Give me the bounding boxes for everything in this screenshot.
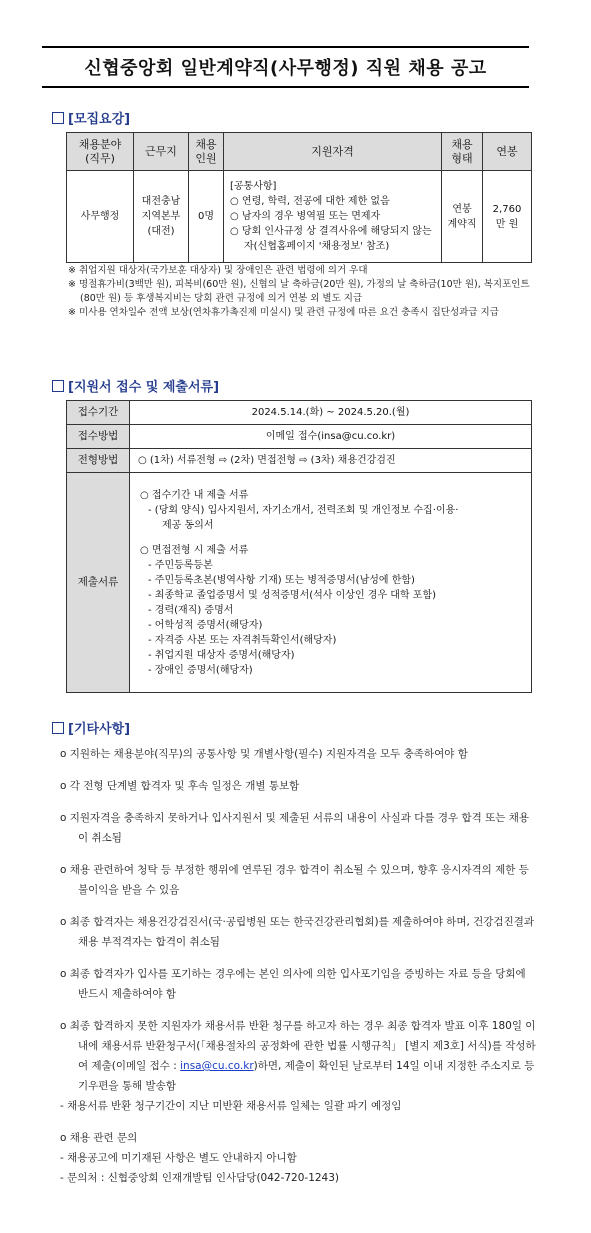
section-recruit-heading — [52, 108, 130, 127]
cell-salary: 2,760 만 원 — [483, 171, 532, 263]
header-location: 근무지 — [134, 133, 189, 171]
label-process: 전형방법 — [67, 449, 130, 473]
section-apply-label: [지원서 접수 및 제출서류] — [68, 380, 220, 395]
docs-item: - 최종학교 졸업증명서 및 성적증명서(석사 이상인 경우 대학 포함) — [148, 589, 437, 601]
docs-item: - 경력(재직) 증명서 — [148, 604, 234, 616]
header-field: 채용분야 (직무) — [67, 133, 134, 171]
docs-item: - (당회 양식) 입사지원서, 자기소개서, 전력조회 및 개인정보 수집·이용· — [148, 504, 459, 516]
docs-group2-head: ○ 면접전형 시 제출 서류 — [140, 544, 249, 556]
etc-item: o 지원하는 채용분야(직무)의 공통사항 및 개별사항(필수) 지원자격을 모두 충족하여야 함 — [60, 748, 468, 760]
docs-item: - 자격증 사본 또는 자격취득확인서(해당자) — [148, 634, 337, 646]
value-process: ○ (1차) 서류전형 ⇨ (2차) 면접전형 ⇨ (3차) 채용건강검진 — [130, 449, 532, 473]
docs-item: - 어학성적 증명서(해당자) — [148, 619, 263, 631]
docs-item: - 주민등록등본 — [148, 559, 213, 571]
etc-item: o 채용 관련하여 청탁 등 부정한 행위에 연루된 경우 합격이 취소될 수 있으며, 향후 응시자격의 제한 등 불이익을 받을 수 있음 — [60, 864, 529, 896]
docs-item: - 장애인 증명서(해당자) — [148, 664, 253, 676]
section-etc-label: [기타사항] — [68, 722, 131, 737]
etc-dash: - 채용공고에 미기재된 사항은 별도 안내하지 아니함 — [60, 1152, 297, 1164]
title-box — [42, 46, 529, 88]
note-item: ※ 취업지원 대상자(국가보훈 대상자) 및 장애인은 관련 법령에 의거 우대 — [68, 265, 368, 276]
qual-head: [공통사항] — [230, 181, 277, 192]
section-recruit-label: [모집요강] — [68, 112, 131, 127]
header-qualifications: 지원자격 — [224, 133, 442, 171]
cell-field: 사무행정 — [67, 171, 134, 263]
etc-return-text: o 최종 합격하지 못한 지원자가 채용서류 반환 청구를 하고자 하는 경우 최종 합격자 발표 이후 180일 이내에 채용서류 반환청구서(「채용절차의 공정화에 관한 법률 시행규칙」 [별지 제3호] 서식)를 작성하여 제출(이메일 접수 : — [60, 1020, 536, 1072]
value-docs — [130, 473, 532, 693]
checkbox-icon — [52, 722, 64, 734]
docs-item: - 취업지원 대상자 증명서(해당자) — [148, 649, 295, 661]
etc-item: o 채용 관련 문의 — [60, 1132, 138, 1144]
notes — [68, 264, 536, 320]
cell-type: 연봉 계약직 — [442, 171, 483, 263]
checkbox-icon — [52, 380, 64, 392]
note-item: ※ 미사용 연차일수 전액 보상(연차휴가촉진제 미실시) 및 관련 규정에 따른 요건 충족시 집단성과급 지급 — [68, 307, 499, 318]
recruit-table — [66, 132, 532, 263]
section-apply-heading — [52, 376, 219, 395]
etc-list — [60, 744, 538, 1188]
label-method: 접수방법 — [67, 425, 130, 449]
docs-item: 제공 동의서 — [162, 519, 214, 531]
header-type: 채용 형태 — [442, 133, 483, 171]
header-count: 채용 인원 — [189, 133, 224, 171]
value-method: 이메일 접수(insa@cu.co.kr) — [130, 425, 532, 449]
label-docs: 제출서류 — [67, 473, 130, 693]
cell-qualifications — [224, 171, 442, 263]
cell-location: 대전충남 지역본부 (대전) — [134, 171, 189, 263]
value-period: 2024.5.14.(화) ~ 2024.5.20.(월) — [130, 401, 532, 425]
qual-item: ○ 당회 인사규정 상 결격사유에 해당되지 않는 자(신협홈페이지 '채용정보' 참조) — [230, 226, 432, 252]
etc-dash: - 채용서류 반환 청구기간이 지난 미반환 채용서류 일체는 일괄 파기 예정임 — [60, 1100, 402, 1112]
page-title: 신협중앙회 일반계약직(사무행정) 직원 채용 공고 — [84, 58, 487, 79]
note-item: ※ 명절휴가비(3백만 원), 피복비(60만 원), 신협의 날 축하금(20만 원), 가정의 날 축하금(10만 원), 복지포인트(80만 원) 등 후생복지비는 당회 관련 규정에 의거 연봉 외 별도 지급 — [68, 279, 530, 304]
docs-group1-head: ○ 접수기간 내 제출 서류 — [140, 489, 249, 501]
section-etc-heading — [52, 718, 130, 737]
cell-count: 0명 — [189, 171, 224, 263]
etc-item: o 최종 합격자는 채용건강검진서(국·공립병원 또는 한국건강관리협회)를 제출하여야 하며, 건강검진결과 채용 부적격자는 합격이 취소됨 — [60, 916, 534, 948]
apply-table — [66, 400, 532, 693]
docs-item: - 주민등록초본(병역사항 기재) 또는 병적증명서(남성에 한함) — [148, 574, 415, 586]
etc-item: o 각 전형 단계별 합격자 및 후속 일정은 개별 통보함 — [60, 780, 300, 792]
etc-dash: - 문의처 : 신협중앙회 인재개발팀 인사담당(042-720-1243) — [60, 1172, 340, 1184]
qual-item: ○ 연령, 학력, 전공에 대한 제한 없음 — [230, 196, 390, 207]
etc-item-return — [60, 1016, 538, 1096]
label-period: 접수기간 — [67, 401, 130, 425]
etc-return-text-cont: )하면, 제출이 확인된 날로부터 14일 이내 지정한 주소지로 등기우편을 통해 발송함 — [78, 1060, 535, 1092]
email-link[interactable]: insa@cu.co.kr — [180, 1060, 254, 1072]
header-salary: 연봉 — [483, 133, 532, 171]
checkbox-icon — [52, 112, 64, 124]
etc-item: o 지원자격을 충족하지 못하거나 입사지원서 및 제출된 서류의 내용이 사실과 다를 경우 합격 또는 채용이 취소됨 — [60, 812, 530, 844]
etc-item: o 최종 합격자가 입사를 포기하는 경우에는 본인 의사에 의한 입사포기임을 증빙하는 자료 등을 당회에 반드시 제출하여야 함 — [60, 968, 526, 1000]
qual-item: ○ 남자의 경우 병역필 또는 면제자 — [230, 211, 381, 222]
